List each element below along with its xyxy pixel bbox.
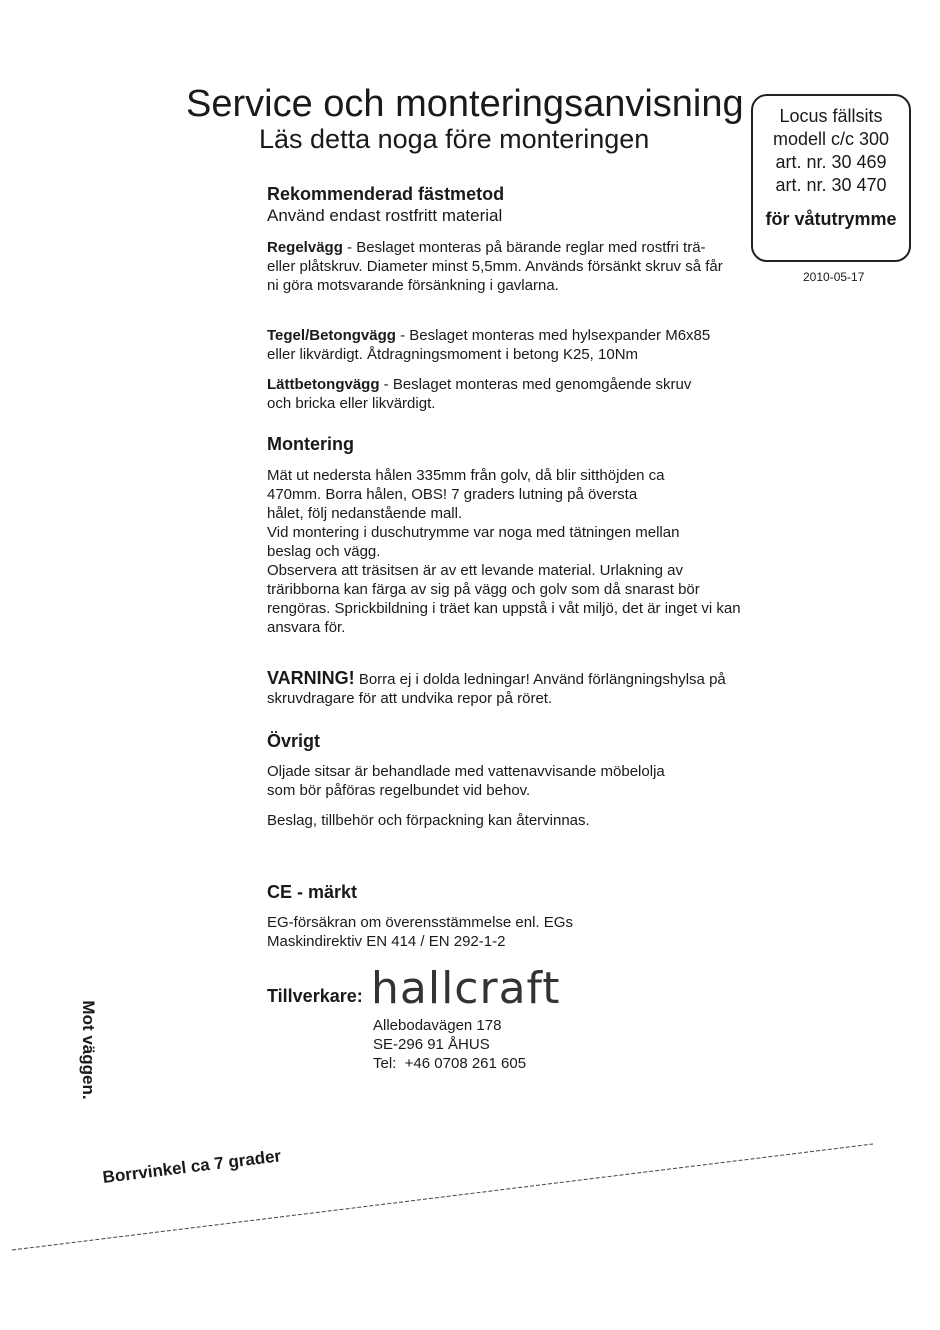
article-number-1: art. nr. 30 469: [775, 152, 887, 172]
warning-text: Borra ej i dolda ledningar! Använd förlängningshylsa på skruvdragare för att undvika repor på röret.: [267, 671, 726, 707]
product-name: Locus fällsits: [779, 106, 883, 126]
fastening-heading: Rekommenderad fästmetod: [267, 184, 505, 204]
drill-angle-label: Borrvinkel ca 7 grader: [101, 1146, 283, 1188]
warning-label: VARNING!: [267, 668, 355, 688]
ce-line-2: Maskindirektiv EN 414 / EN 292-1-2: [267, 933, 506, 950]
other-heading: Övrigt: [267, 731, 321, 751]
page-title: Service och monteringsanvisning: [186, 83, 744, 125]
product-model: modell c/c 300: [772, 129, 890, 149]
fastening-subheading: Använd endast rostfritt material: [267, 206, 503, 225]
document-date: 2010-05-17: [803, 270, 865, 284]
address-line-2: SE-296 91 ÅHUS: [373, 1036, 490, 1053]
mounting-paragraph-2: Vid montering i duschutrymme var noga med tätningen mellan beslag och vägg.: [267, 524, 680, 560]
tegel-label: Tegel/Betongvägg: [267, 327, 396, 344]
lattbetong-label: Lättbetongvägg: [267, 376, 380, 393]
ce-heading: CE - märkt: [267, 882, 358, 902]
phone-number: Tel: +46 0708 261 605: [373, 1055, 527, 1072]
other-paragraph-1: Oljade sitsar är behandlade med vattenavvisande möbelolja som bör påföras regelbundet vid behov.: [267, 763, 665, 799]
page-subtitle: Läs detta noga före monteringen: [259, 124, 650, 154]
article-number-2: art. nr. 30 470: [775, 175, 887, 195]
mounting-paragraph-3: Observera att träsitsen är av ett levande material. Urlakning av träribborna kan färga av sig på vägg och golv som då snarast bör rengöras. Sprickbildning i träet kan uppstå i våt miljö, det är inget vi kan ansvara för.: [267, 562, 741, 636]
other-paragraph-2: Beslag, tillbehör och förpackning kan återvinnas.: [267, 812, 590, 829]
product-usage: för våtutrymme: [765, 209, 897, 229]
hallcraft-logo: hallcraft: [371, 963, 561, 1014]
ce-line-1: EG-försäkran om överensstämmelse enl. EGs: [267, 914, 573, 931]
lattbetong-text: - Beslaget monteras med genomgående skruv och bricka eller likvärdigt.: [267, 376, 692, 412]
mounting-paragraph-1: Mät ut nedersta hålen 335mm från golv, då blir sitthöjden ca 470mm. Borra hålen, OBS! 7 graders lutning på översta hålet, följ nedanstående mall.: [267, 467, 665, 522]
regelvagg-text: - Beslaget monteras på bärande reglar med rostfri trä- eller plåtskruv. Diameter minst 5,5mm. Används försänkt skruv så får ni göra motsvarande försänkning i gavlarna.: [267, 239, 723, 294]
tegel-text: - Beslaget monteras med hylsexpander M6x85 eller likvärdigt. Åtdragningsmoment i betong K25, 10Nm: [267, 327, 711, 363]
regelvagg-label: Regelvägg: [267, 239, 343, 256]
mounting-heading: Montering: [267, 434, 354, 454]
manufacturer-label: Tillverkare:: [267, 986, 363, 1006]
address-line-1: Allebodavägen 178: [373, 1017, 502, 1034]
wall-side-label: Mot väggen.: [79, 1000, 98, 1100]
